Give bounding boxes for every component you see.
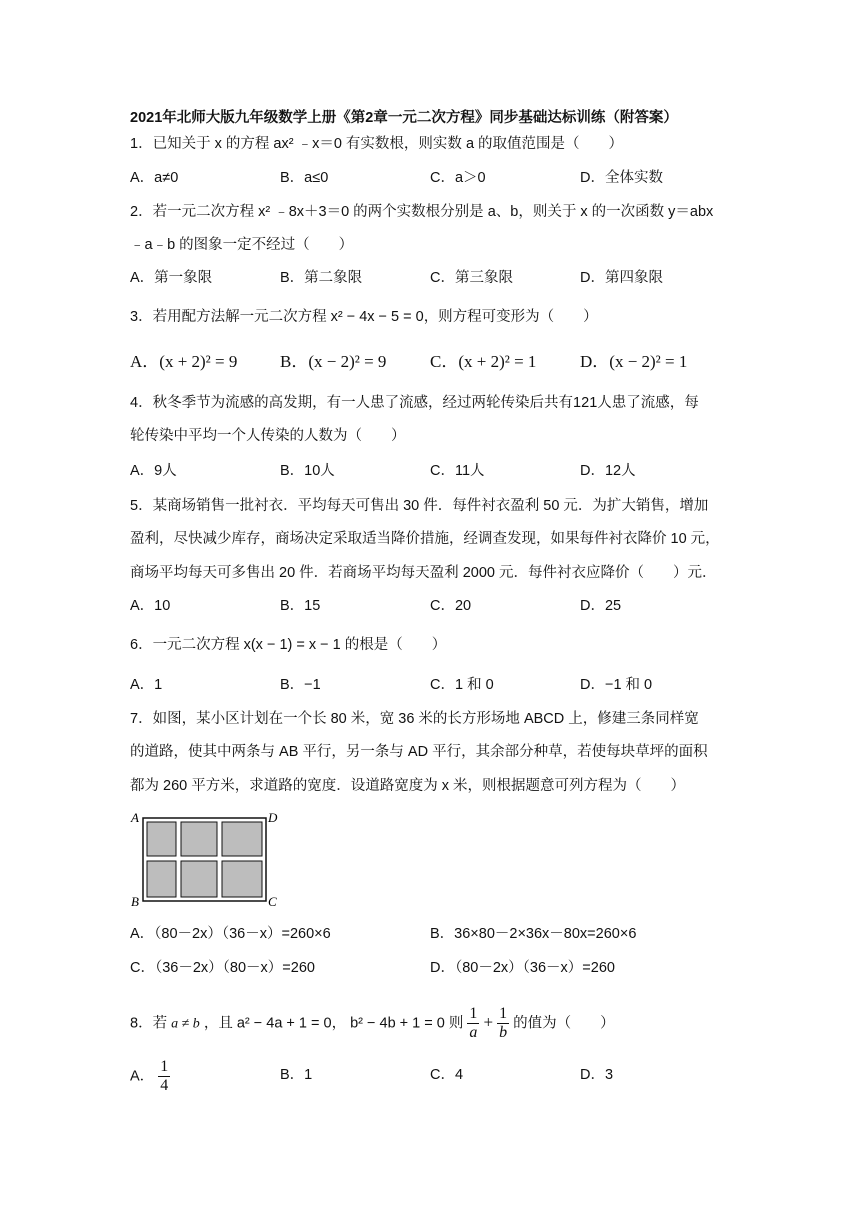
lawn-plot <box>222 822 262 856</box>
question-4-line-2: 轮传染中平均一个人传染的人数为（ ） <box>130 428 406 444</box>
q1-option-c: C．a＞0 <box>430 170 486 186</box>
question-6: 6．一元二次方程 x(x − 1) = x − 1 的根是（ ） <box>130 637 447 653</box>
q7-option-b: B．36×80－2×36x－80x=260×6 <box>430 926 637 942</box>
q8-fraction-1-over-b: $\frac{1}{b}$ <box>499 1005 508 1041</box>
question-7-line-1: 7．如图，某小区计划在一个长 80 米，宽 36 米的长方形场地 ABCD 上，修建三条同样宽 <box>130 711 699 727</box>
question-5-line-3: 商场平均每天可多售出 20 件．若商场平均每天盈利 2000 元．每件衬衣应降价（ ）元． <box>130 565 717 581</box>
q1-option-b: B．a≤0 <box>280 170 329 186</box>
question-8 <box>130 1005 615 1042</box>
question-3: 3．若用配方法解一元二次方程 x² − 4x − 5 = 0，则方程可变形为（ ） <box>130 309 598 325</box>
q5-option-d: D．25 <box>580 598 622 614</box>
q6-option-c: C．1 和 0 <box>430 677 494 693</box>
question-2-line-1: 2．若一元二次方程 x² ﹣8x＋3＝0 的两个实数根分别是 a、b，则关于 x 的一次函数 y＝abx <box>130 204 714 220</box>
question-7-line-3: 都为 260 平方米，求道路的宽度．设道路宽度为 x 米，则根据题意可列方程为（ ） <box>130 778 686 794</box>
q1-option-a: A．a≠0 <box>130 170 179 186</box>
q1-option-d: D．全体实数 <box>580 170 663 186</box>
q4-option-d: D．12人 <box>580 463 636 479</box>
q2-option-b: B．第二象限 <box>280 270 363 286</box>
field-diagram <box>128 808 288 908</box>
q6-option-d: D．−1 和 0 <box>580 677 653 693</box>
q8-option-a-fraction: $\frac{1}{4}$ <box>160 1058 169 1094</box>
q4-option-a: A．9人 <box>130 463 177 479</box>
q4-option-b: B．10人 <box>280 463 335 479</box>
q8-suffix: 的值为（ ） <box>513 1015 615 1032</box>
vertex-label-b: B <box>131 894 139 908</box>
lawn-plot <box>222 861 262 897</box>
q8-condition: a ≠ b <box>171 1016 200 1032</box>
q7-option-c: C．（36－2x）（80－x）=260 <box>130 960 315 976</box>
question-7-line-2: 的道路，使其中两条与 AB 平行，另一条与 AD 平行，其余部分种草，若使每块草坪的面积 <box>130 744 708 760</box>
q4-option-c: C．11人 <box>430 463 485 479</box>
vertex-label-a: A <box>131 810 139 825</box>
question-5-line-1: 5．某商场销售一批衬衣．平均每天可售出 30 件．每件衬衣盈利 50 元．为扩大销售，增加 <box>130 498 709 514</box>
q7-option-d: D．（80－2x）（36－x）=260 <box>430 960 615 976</box>
q2-option-c: C．第三象限 <box>430 270 513 286</box>
q5-option-c: C．20 <box>430 598 472 614</box>
q3-option-a: A．(x + 2)² = 9 <box>130 352 238 371</box>
q5-option-b: B．15 <box>280 598 321 614</box>
q8-plus: + <box>483 1012 494 1032</box>
q3-option-c: C．(x + 2)² = 1 <box>430 352 537 371</box>
q3-option-d: D．(x − 2)² = 1 <box>580 352 688 371</box>
question-2-line-2: ﹣a﹣b 的图象一定不经过（ ） <box>130 237 354 253</box>
q8-prefix: 8．若 <box>130 1015 168 1032</box>
q5-option-a: A．10 <box>130 598 171 614</box>
lawn-plot <box>147 861 176 897</box>
q8-option-b: B．1 <box>280 1067 313 1083</box>
question-4-line-1: 4．秋冬季节为流感的高发期，有一人患了流感，经过两轮传染后共有121人患了流感，每 <box>130 395 699 411</box>
lawn-plot <box>181 822 217 856</box>
q2-option-a: A．第一象限 <box>130 270 213 286</box>
vertex-label-d: D <box>268 810 278 825</box>
q3-option-b: B．(x − 2)² = 9 <box>280 352 387 371</box>
q8-option-c: C．4 <box>430 1067 464 1083</box>
lawn-plot <box>181 861 217 897</box>
q6-option-b: B．−1 <box>280 677 321 693</box>
vertex-label-c: C <box>268 894 277 908</box>
page-title: 2021年北师大版九年级数学上册《第2章一元二次方程》同步基础达标训练（附答案） <box>130 110 678 126</box>
q8-option-a: A． $\frac{1}{4}$ <box>130 1058 169 1094</box>
q8-option-d: D．3 <box>580 1067 614 1083</box>
lawn-plot <box>147 822 176 856</box>
question-1: 1．已知关于 x 的方程 ax² ﹣x＝0 有实数根，则实数 a 的取值范围是（ ） <box>130 136 624 152</box>
q8-fraction-1-over-a: $\frac{1}{a}$ <box>469 1005 478 1041</box>
q2-option-d: D．第四象限 <box>580 270 663 286</box>
q8-middle: ，且 a² − 4a + 1 = 0， b² − 4b + 1 = 0 则 <box>203 1015 464 1032</box>
question-5-line-2: 盈利，尽快减少库存，商场决定采取适当降价措施，经调查发现，如果每件衬衣降价 10 元， <box>130 531 720 547</box>
q6-option-a: A．1 <box>130 677 163 693</box>
q7-option-a: A．（80－2x）（36－x）=260×6 <box>130 926 331 942</box>
